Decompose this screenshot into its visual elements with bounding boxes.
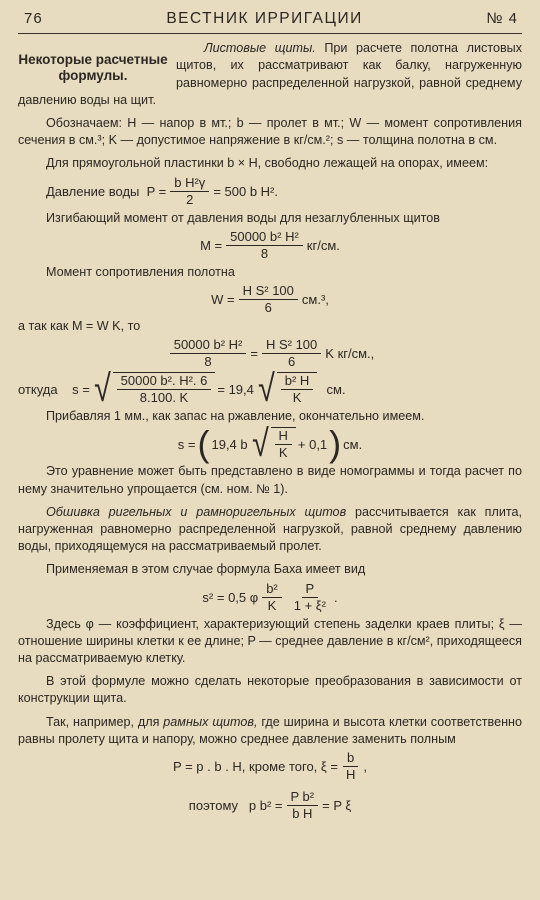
denominator: 8	[260, 245, 269, 261]
square-root: √ $\frac{\text{50000 b². H². 6}}{8.100. K}$	[92, 372, 216, 406]
formula-plus: + 0,1	[297, 436, 328, 452]
numerator: 50000 b². H². 6	[117, 373, 212, 390]
formula-coef: 19,4 b	[211, 436, 248, 452]
formula-lhs: s² = 0,5 φ	[202, 589, 259, 605]
formula-moment	[18, 229, 522, 262]
fraction	[262, 337, 321, 370]
fraction	[117, 373, 212, 406]
formula-lhs: p b² =	[248, 797, 283, 813]
formula-lead: откуда	[18, 381, 58, 397]
paragraph-text: Так, например, для	[46, 714, 164, 729]
formula-lhs: M =	[200, 237, 223, 253]
formula-lhs: s =	[72, 381, 90, 397]
issue-number: № 4	[486, 10, 518, 27]
formula-lhs: P =	[146, 183, 167, 199]
paragraph-since: а так как M = W K, то	[18, 319, 141, 334]
paragraph-corrosion: Прибавляя 1 мм., как запас на ржавление, окончательно имеем.	[46, 409, 425, 424]
formula-rhs: K кг/см.,	[325, 346, 375, 362]
equals-sign: =	[250, 346, 258, 362]
numerator: b² H	[281, 373, 314, 390]
denominator: K	[267, 597, 277, 613]
denominator: K	[278, 445, 288, 461]
numerator: 50000 b² H²	[170, 337, 247, 354]
fraction	[275, 428, 292, 461]
formula-section-modulus	[18, 283, 522, 316]
formula-thickness	[18, 368, 522, 411]
paragraph-text: где ширина и высота клетки соответственно равны пролету щита и напору, можно среднее давление заменить полным	[18, 714, 522, 746]
fraction	[170, 175, 209, 208]
paragraph-text: При расчете полотна листовых щитов, их рассматривают как балку, нагруженную равномерно распределенной нагрузкой, равной среднему давлению воды на щит.	[18, 41, 522, 107]
fraction	[281, 373, 314, 406]
paragraph-nomogram: Это уравнение может быть представлено в виде номограммы и тогда расчет по нему значительно упрощается (см. ном. № 1).	[18, 464, 522, 496]
numerator: b H²γ	[170, 175, 209, 192]
fraction	[239, 283, 298, 316]
paragraph-girder-gates	[18, 504, 522, 556]
numerator: 50000 b² H²	[226, 229, 303, 246]
sheet-gates-title: Листовые щиты.	[204, 41, 316, 56]
fraction	[170, 337, 247, 370]
formula-lhs: W =	[211, 291, 235, 307]
formula-rhs: = P ξ	[322, 797, 352, 813]
paragraph-bending-moment: Изгибающий момент от давления воды для незаглубленных щитов	[46, 210, 440, 225]
fraction	[287, 789, 319, 822]
paragraph-text: рассчитывается как плита, нагруженная равномерно распределенной нагрузкой, равной среднему давлению воды, приходящемуся на рассматриваемый пролет.	[18, 504, 522, 554]
paragraph-transform: В этой формуле можно сделать некоторые преобразования в зависимости от конструкции щита.	[18, 674, 522, 706]
square-root: √ $\frac{H}{K}$	[250, 427, 296, 461]
numerator: P b²	[287, 789, 319, 806]
page-number: 76	[24, 10, 43, 27]
formula-lead: Давление воды	[46, 183, 140, 199]
fraction	[342, 750, 359, 783]
denominator: 8	[204, 354, 212, 370]
formula-water-pressure	[18, 175, 522, 208]
formula-xi: ξ =	[320, 758, 338, 774]
denominator: K	[292, 390, 302, 406]
girder-gates-title: Обшивка ригельных и рамноригельных щитов	[46, 504, 347, 519]
denominator: 6	[264, 300, 272, 316]
formula-rhs: .	[333, 589, 338, 605]
formula-final-thickness: s = ( 19,4 b √ $\frac{H}{K}$ + 0,1 ) см.	[177, 423, 363, 466]
formula-rhs: ,	[363, 758, 367, 774]
formula-lhs: s =	[177, 436, 196, 452]
numerator: b	[343, 750, 358, 767]
paragraph-notation: Обозначаем: Н — напор в мт.; b — пролет в мт.; W — момент сопротивления сечения в см.³; K — допустимое напряжение в кг/см.²; s — толщина полотна в см.	[18, 116, 522, 148]
paragraph-bach-formula: Применяемая в этом случае формула Баха имеет вид	[46, 562, 366, 577]
denominator: H	[345, 767, 356, 783]
square-root: √ $\frac{\text{b² H}}{K}$	[256, 372, 317, 406]
formula-rhs: см.	[326, 381, 346, 397]
numerator: H	[275, 428, 292, 445]
side-heading: Некоторые расчетные формулы.	[18, 52, 168, 84]
formula-total-pressure	[18, 750, 522, 783]
formula-mid: = 19,4	[217, 381, 254, 397]
formula-lhs: P = p . b . H, кроме того,	[173, 758, 318, 774]
paragraph-frame-gates	[18, 714, 522, 748]
denominator: b H	[292, 806, 313, 822]
numerator: H S² 100	[239, 283, 298, 300]
numerator: b²	[262, 581, 282, 598]
denominator: 2	[186, 191, 194, 207]
formula-rhs: см.³,	[301, 291, 329, 307]
fraction	[262, 581, 282, 614]
denominator: 1 + ξ²	[293, 597, 326, 613]
frame-gates-title: рамных щитов,	[163, 714, 258, 729]
fraction	[290, 581, 330, 614]
formula-rhs: см.	[343, 436, 363, 452]
page-header	[18, 8, 522, 34]
formula-bach	[18, 581, 522, 614]
paragraph-plate: Для прямоугольной пластинки b × H, свободно лежащей на опорах, имеем:	[46, 156, 489, 171]
denominator: 8.100. K	[139, 390, 189, 406]
numerator: P	[302, 581, 319, 598]
formula-therefore	[18, 789, 522, 822]
formula-rhs: = 500 b H².	[213, 183, 278, 199]
journal-title: ВЕСТНИК ИРРИГАЦИИ	[166, 10, 363, 27]
paragraph-section-modulus: Момент сопротивления полотна	[46, 264, 235, 279]
numerator: H S² 100	[262, 337, 321, 354]
paragraph-coefficients: Здесь φ — коэффициент, характеризующий степень заделки краев плиты; ξ — отношение ширины клетки к ее длине; P — среднее давление в кг/см², приходящееся на рассматриваемую клетку.	[18, 616, 522, 666]
formula-lead: поэтому	[188, 797, 239, 813]
denominator: 6	[288, 354, 296, 370]
fraction	[226, 229, 303, 262]
formula-rhs: кг/см.	[306, 237, 340, 253]
formula-equality	[18, 337, 522, 370]
